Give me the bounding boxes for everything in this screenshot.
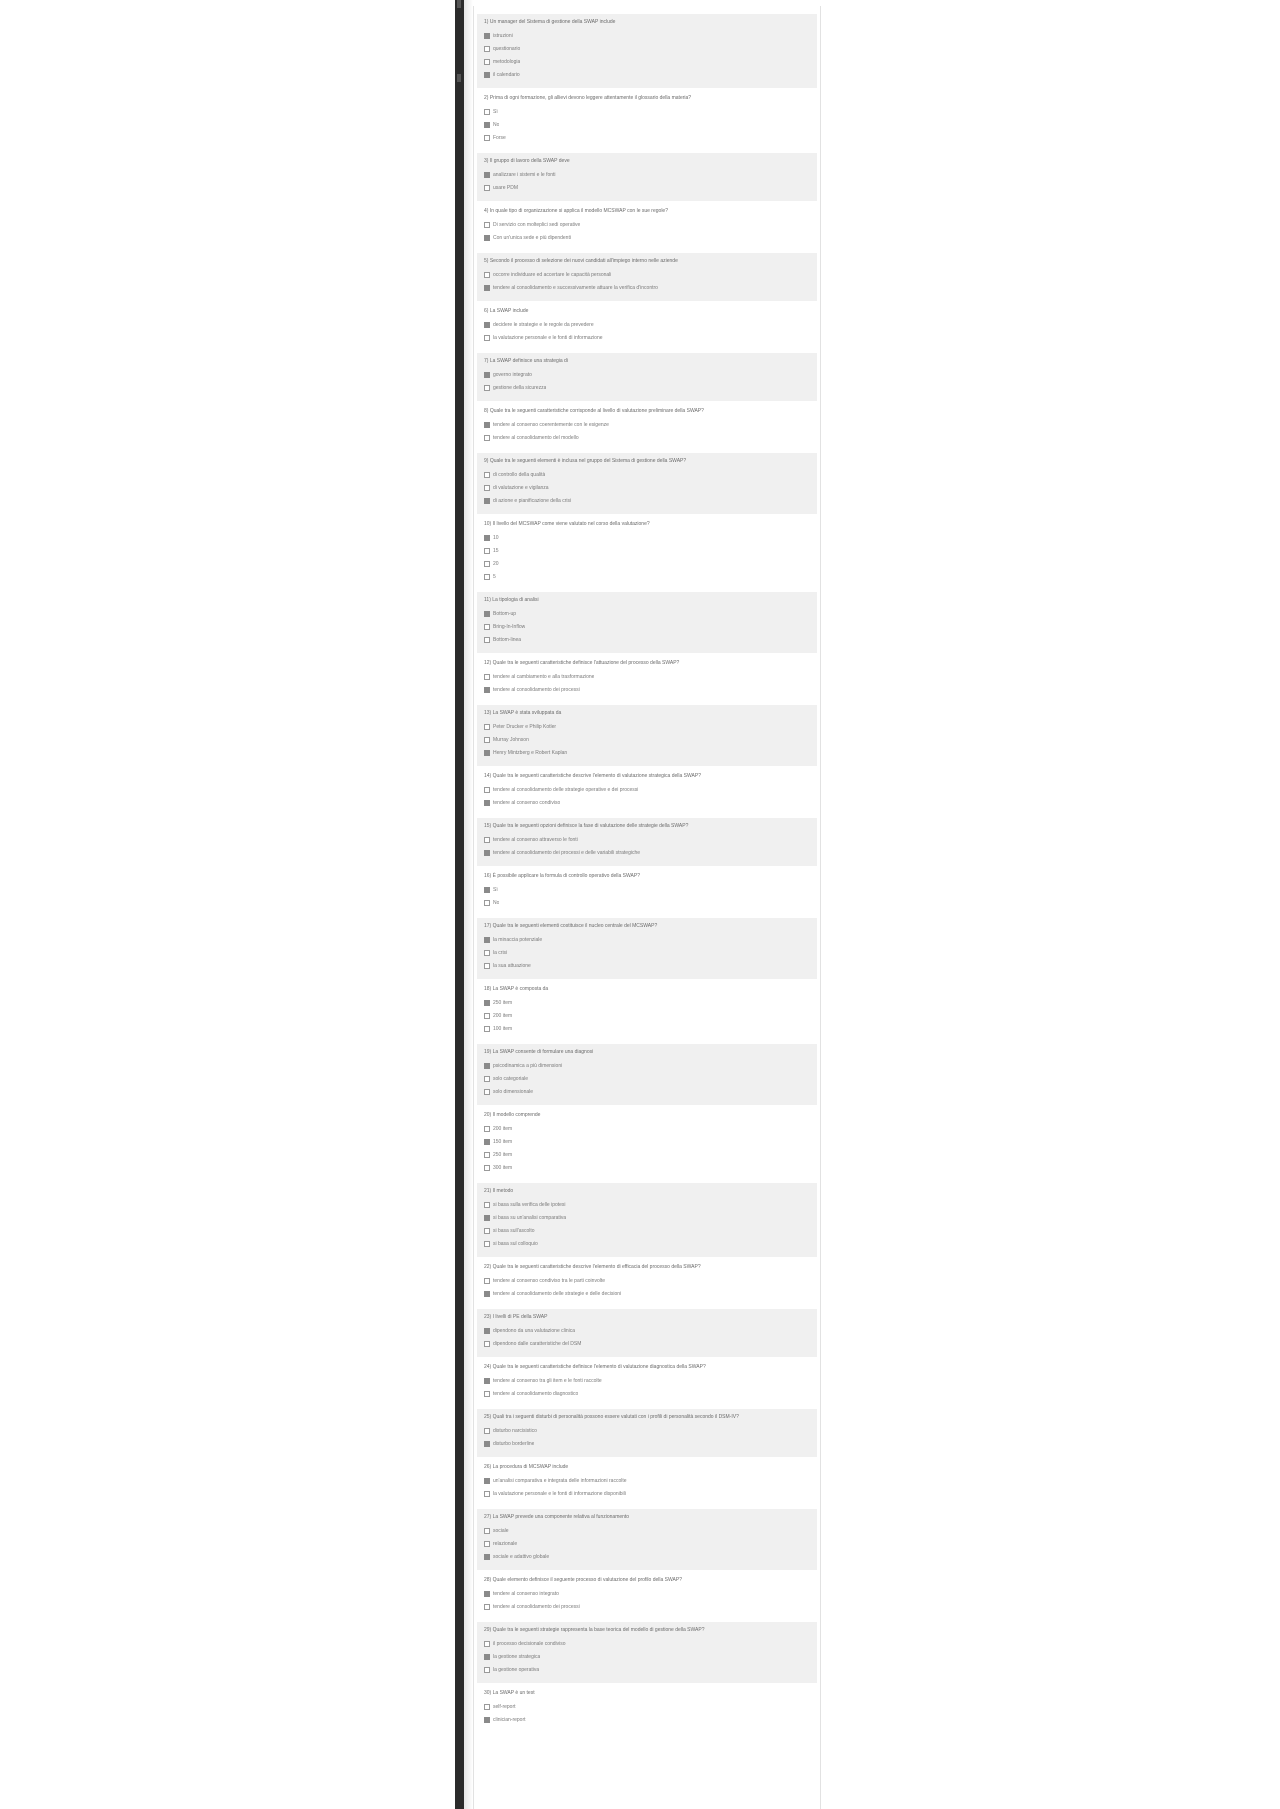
answer-option-label: sociale (493, 1528, 509, 1534)
checked-checkbox-icon[interactable] (484, 1063, 490, 1069)
question-block (477, 705, 817, 766)
edge-marker-icon (457, 74, 461, 82)
checked-checkbox-icon[interactable] (484, 687, 490, 693)
answer-option[interactable] (484, 1716, 810, 1724)
empty-checkbox-icon[interactable] (484, 561, 490, 567)
question-block (477, 1044, 817, 1105)
answer-option[interactable] (484, 899, 810, 907)
empty-checkbox-icon[interactable] (484, 1604, 490, 1610)
answer-option-label: analizzare i sistemi e le fonti (493, 172, 556, 178)
answer-option-label: occorre individuare ed accertare le capacità personali (493, 272, 612, 278)
answer-option-label: 200 item (493, 1013, 513, 1019)
empty-checkbox-icon[interactable] (484, 435, 490, 441)
answer-option-label: si basa sull'ascolto (493, 1228, 535, 1234)
checked-checkbox-icon[interactable] (484, 535, 490, 541)
answer-option-label: 250 item (493, 1000, 513, 1006)
answer-option[interactable] (484, 1025, 810, 1033)
answer-option[interactable] (484, 573, 810, 581)
answer-option[interactable] (484, 1201, 810, 1209)
empty-checkbox-icon[interactable] (484, 574, 490, 580)
checked-checkbox-icon[interactable] (484, 1717, 490, 1723)
question-text: 6) La SWAP include (484, 308, 529, 314)
question-text: 8) Quale tra le seguenti caratteristiche corrisponde al livello di valutazione preliminare della SWAP? (484, 408, 704, 414)
checked-checkbox-icon[interactable] (484, 1654, 490, 1660)
answer-option[interactable] (484, 560, 810, 568)
answer-option[interactable] (484, 434, 810, 442)
empty-checkbox-icon[interactable] (484, 1165, 490, 1171)
checked-checkbox-icon[interactable] (484, 285, 490, 291)
answer-option-label: Sì (493, 109, 498, 115)
answer-option-label: Bottom-up (493, 611, 517, 617)
answer-option[interactable] (484, 799, 810, 807)
answer-option-label: la gestione strategica (493, 1654, 541, 1660)
answer-option-label: tendere al consolidamento e successivamente attuare la verifica d'incontro (493, 285, 658, 291)
question-text: 26) La procedura di MCSWAP include (484, 1464, 569, 1470)
answer-option[interactable] (484, 1125, 810, 1133)
answer-option-label: tendere al consenso coerentemente con le esigenze (493, 422, 609, 428)
checked-checkbox-icon[interactable] (484, 937, 490, 943)
answer-option[interactable] (484, 1151, 810, 1159)
question-text: 3) Il gruppo di lavoro della SWAP deve (484, 158, 570, 164)
checked-checkbox-icon[interactable] (484, 1591, 490, 1597)
question-block (477, 868, 817, 916)
answer-option-label: questionario (493, 46, 521, 52)
question-text: 28) Quale elemento definisce il seguente processo di valutazione del profilo della SWAP? (484, 1577, 682, 1583)
answer-option[interactable] (484, 1214, 810, 1222)
answer-option[interactable] (484, 1012, 810, 1020)
answer-option-label: la valutazione personale e le fonti di informazione disponibili (493, 1491, 626, 1497)
question-block (477, 14, 817, 88)
answer-option[interactable] (484, 836, 810, 844)
empty-checkbox-icon[interactable] (484, 950, 490, 956)
empty-checkbox-icon[interactable] (484, 1391, 490, 1397)
question-block (477, 1183, 817, 1257)
question-text: 16) È possibile applicare la formula di controllo operativo della SWAP? (484, 873, 641, 879)
answer-option[interactable] (484, 221, 810, 229)
answer-option[interactable] (484, 171, 810, 179)
checked-checkbox-icon[interactable] (484, 611, 490, 617)
empty-checkbox-icon[interactable] (484, 1341, 490, 1347)
answer-option[interactable] (484, 184, 810, 192)
empty-checkbox-icon[interactable] (484, 1228, 490, 1234)
answer-option-label: gestione della sicurezza (493, 385, 547, 391)
checked-checkbox-icon[interactable] (484, 172, 490, 178)
question-block (477, 1309, 817, 1357)
empty-checkbox-icon[interactable] (484, 837, 490, 843)
answer-option-label: self-report (493, 1704, 516, 1710)
question-block (477, 1572, 817, 1620)
answer-option[interactable] (484, 1490, 810, 1498)
question-block (477, 203, 817, 251)
answer-option-label: 150 item (493, 1139, 513, 1145)
answer-option-label: tendere al consolidamento dei processi e delle variabili strategiche (493, 850, 641, 856)
answer-option[interactable] (484, 1390, 810, 1398)
answer-option-label: un'analisi comparativa e integrata delle informazioni raccolte (493, 1478, 627, 1484)
empty-checkbox-icon[interactable] (484, 724, 490, 730)
answer-option[interactable] (484, 1477, 810, 1485)
answer-option[interactable] (484, 673, 810, 681)
answer-option-label: di azione e pianificazione della crisi (493, 498, 572, 504)
answer-option[interactable] (484, 962, 810, 970)
answer-option-label: 300 item (493, 1165, 513, 1171)
empty-checkbox-icon[interactable] (484, 272, 490, 278)
answer-option[interactable] (484, 1640, 810, 1648)
checked-checkbox-icon[interactable] (484, 1441, 490, 1447)
answer-option-label: tendere al consolidamento dei processi (493, 1604, 580, 1610)
answer-option-label: tendere al consolidamento delle strategie operative e dei processi (493, 787, 639, 793)
question-block (477, 1622, 817, 1683)
left-edge-bar (455, 0, 464, 1809)
question-list (477, 14, 817, 1735)
answer-option[interactable] (484, 1240, 810, 1248)
answer-option[interactable] (484, 284, 810, 292)
empty-checkbox-icon[interactable] (484, 59, 490, 65)
question-block (477, 1685, 817, 1733)
question-text: 7) La SWAP definisce una strategia di (484, 358, 568, 364)
answer-option-label: tendere al consolidamento diagnostico (493, 1391, 579, 1397)
empty-checkbox-icon[interactable] (484, 135, 490, 141)
answer-option[interactable] (484, 547, 810, 555)
answer-option[interactable] (484, 334, 810, 342)
answer-option[interactable] (484, 1277, 810, 1285)
empty-checkbox-icon[interactable] (484, 1278, 490, 1284)
answer-option[interactable] (484, 723, 810, 731)
answer-option-label: Sì (493, 887, 498, 893)
answer-option-label: il processo decisionale condiviso (493, 1641, 566, 1647)
answer-option[interactable] (484, 271, 810, 279)
answer-option-label: tendere al consenso integrato (493, 1591, 559, 1597)
empty-checkbox-icon[interactable] (484, 485, 490, 491)
empty-checkbox-icon[interactable] (484, 548, 490, 554)
question-text: 20) Il modello comprende (484, 1112, 541, 1118)
answer-option-label: la crisi (493, 950, 508, 956)
question-block (477, 253, 817, 301)
question-text: 5) Secondo il processo di selezione dei nuovi candidati all'impiego interno nelle aziende (484, 258, 678, 264)
answer-option[interactable] (484, 1138, 810, 1146)
answer-option-label: dipendono da una valutazione clinica (493, 1328, 576, 1334)
checked-checkbox-icon[interactable] (484, 422, 490, 428)
answer-option[interactable] (484, 421, 810, 429)
question-block (477, 981, 817, 1042)
answer-option[interactable] (484, 1603, 810, 1611)
question-block (477, 1107, 817, 1181)
answer-option-label: sociale e adattivo globale (493, 1554, 550, 1560)
question-text: 14) Quale tra le seguenti caratteristiche descrive l'elemento di valutazione strategica della SWAP? (484, 773, 701, 779)
answer-option-label: la valutazione personale e le fonti di informazione (493, 335, 603, 341)
answer-option-label: Di servizio con molteplici sedi operative (493, 222, 581, 228)
answer-option[interactable] (484, 936, 810, 944)
answer-option[interactable] (484, 45, 810, 53)
answer-option[interactable] (484, 32, 810, 40)
question-block (477, 153, 817, 201)
question-text: 21) Il metodo (484, 1188, 514, 1194)
empty-checkbox-icon[interactable] (484, 1089, 490, 1095)
answer-option[interactable] (484, 610, 810, 618)
empty-checkbox-icon[interactable] (484, 385, 490, 391)
checked-checkbox-icon[interactable] (484, 1378, 490, 1384)
answer-option-label: solo dimensionale (493, 1089, 534, 1095)
empty-checkbox-icon[interactable] (484, 109, 490, 115)
answer-option-label: tendere al consenso attraverso le fonti (493, 837, 578, 843)
answer-option-label: usare PDM (493, 185, 519, 191)
empty-checkbox-icon[interactable] (484, 1076, 490, 1082)
answer-option[interactable] (484, 686, 810, 694)
answer-option-label: tendere al consenso tra gli item e le fonti raccolte (493, 1378, 602, 1384)
answer-option-label: Murray Johnson (493, 737, 529, 743)
answer-option[interactable] (484, 471, 810, 479)
answer-option-label: si basa sul colloquio (493, 1241, 538, 1247)
checked-checkbox-icon[interactable] (484, 1478, 490, 1484)
empty-checkbox-icon[interactable] (484, 787, 490, 793)
answer-option[interactable] (484, 736, 810, 744)
answer-option[interactable] (484, 321, 810, 329)
empty-checkbox-icon[interactable] (484, 1126, 490, 1132)
question-block (477, 90, 817, 151)
answer-option[interactable] (484, 58, 810, 66)
question-block (477, 918, 817, 979)
answer-option[interactable] (484, 484, 810, 492)
answer-option-label: 250 item (493, 1152, 513, 1158)
answer-option[interactable] (484, 1088, 810, 1096)
answer-option-label: il calendario (493, 72, 520, 78)
answer-option[interactable] (484, 786, 810, 794)
question-text: 30) La SWAP è un test (484, 1690, 535, 1696)
empty-checkbox-icon[interactable] (484, 963, 490, 969)
empty-checkbox-icon[interactable] (484, 624, 490, 630)
answer-option[interactable] (484, 121, 810, 129)
question-text: 19) La SWAP consente di formulare una diagnosi (484, 1049, 594, 1055)
question-block (477, 353, 817, 401)
answer-option[interactable] (484, 1075, 810, 1083)
question-text: 11) La tipologia di analisi (484, 597, 539, 603)
answer-option-label: istruzioni (493, 33, 513, 39)
answer-option[interactable] (484, 1164, 810, 1172)
checked-checkbox-icon[interactable] (484, 1215, 490, 1221)
question-block (477, 516, 817, 590)
question-block (477, 1359, 817, 1407)
answer-option[interactable] (484, 1340, 810, 1348)
answer-option-label: di controllo della qualità (493, 472, 546, 478)
answer-option-label: dipendono dalle caratteristiche del DSM (493, 1341, 582, 1347)
checked-checkbox-icon[interactable] (484, 1139, 490, 1145)
answer-option[interactable] (484, 1427, 810, 1435)
answer-option[interactable] (484, 849, 810, 857)
answer-option-label: relazionale (493, 1541, 518, 1547)
empty-checkbox-icon[interactable] (484, 637, 490, 643)
empty-checkbox-icon[interactable] (484, 737, 490, 743)
answer-option-label: tendere al consolidamento delle strategie e delle decisioni (493, 1291, 622, 1297)
answer-option[interactable] (484, 999, 810, 1007)
answer-option-label: tendere al consenso condiviso (493, 800, 561, 806)
empty-checkbox-icon[interactable] (484, 1641, 490, 1647)
empty-checkbox-icon[interactable] (484, 674, 490, 680)
answer-option[interactable] (484, 1062, 810, 1070)
answer-option-label: la minaccia potenziale (493, 937, 543, 943)
answer-option-label: si basa su un'analisi comparativa (493, 1215, 567, 1221)
answer-option-label: governo integrato (493, 372, 532, 378)
answer-option[interactable] (484, 1703, 810, 1711)
answer-option-label: No (493, 900, 500, 906)
checked-checkbox-icon[interactable] (484, 1291, 490, 1297)
question-block (477, 1459, 817, 1507)
empty-checkbox-icon[interactable] (484, 1428, 490, 1434)
answer-option-label: la gestione operativa (493, 1667, 540, 1673)
answer-option-label: 200 item (493, 1126, 513, 1132)
empty-checkbox-icon[interactable] (484, 1528, 490, 1534)
empty-checkbox-icon[interactable] (484, 1541, 490, 1547)
question-text: 18) La SWAP è composta da (484, 986, 549, 992)
answer-option[interactable] (484, 886, 810, 894)
question-block (477, 303, 817, 351)
question-text: 4) In quale tipo di organizzazione si applica il modello MCSWAP con le sue regole? (484, 208, 668, 214)
empty-checkbox-icon[interactable] (484, 1704, 490, 1710)
question-block (477, 1509, 817, 1570)
answer-option-label: 20 (493, 561, 499, 567)
question-block (477, 768, 817, 816)
checked-checkbox-icon[interactable] (484, 235, 490, 241)
answer-option[interactable] (484, 134, 810, 142)
checked-checkbox-icon[interactable] (484, 1328, 490, 1334)
empty-checkbox-icon[interactable] (484, 1152, 490, 1158)
checked-checkbox-icon[interactable] (484, 750, 490, 756)
checked-checkbox-icon[interactable] (484, 887, 490, 893)
question-block (477, 453, 817, 514)
answer-option[interactable] (484, 371, 810, 379)
question-block (477, 655, 817, 703)
empty-checkbox-icon[interactable] (484, 1241, 490, 1247)
empty-checkbox-icon[interactable] (484, 222, 490, 228)
answer-option-label: disturbo narcisistico (493, 1428, 537, 1434)
answer-option[interactable] (484, 497, 810, 505)
answer-option[interactable] (484, 1590, 810, 1598)
empty-checkbox-icon[interactable] (484, 900, 490, 906)
answer-option-label: metodologia (493, 59, 521, 65)
answer-option[interactable] (484, 1227, 810, 1235)
answer-option[interactable] (484, 1653, 810, 1661)
checked-checkbox-icon[interactable] (484, 1000, 490, 1006)
answer-option[interactable] (484, 1327, 810, 1335)
empty-checkbox-icon[interactable] (484, 335, 490, 341)
question-text: 15) Quale tra le seguenti opzioni definisce la fase di valutazione delle strategie della SWAP? (484, 823, 689, 829)
checked-checkbox-icon[interactable] (484, 322, 490, 328)
document-page (473, 6, 821, 1809)
answer-option-label: tendere al consolidamento del modello (493, 435, 579, 441)
answer-option[interactable] (484, 1377, 810, 1385)
answer-option-label: clinician-report (493, 1717, 526, 1723)
answer-option[interactable] (484, 1290, 810, 1298)
answer-option[interactable] (484, 949, 810, 957)
question-text: 10) Il livello del MCSWAP come viene valutato nel corso della valutazione? (484, 521, 650, 527)
answer-option[interactable] (484, 1527, 810, 1535)
empty-checkbox-icon[interactable] (484, 1013, 490, 1019)
question-block (477, 1259, 817, 1307)
answer-option-label: Con un'unica sede e più dipendenti (493, 235, 571, 241)
empty-checkbox-icon[interactable] (484, 1491, 490, 1497)
question-text: 24) Quale tra le seguenti caratteristiche definisce l'elemento di valutazione diagnostica della SWAP? (484, 1364, 706, 1370)
edge-marker-icon (457, 0, 461, 8)
question-block (477, 818, 817, 866)
empty-checkbox-icon[interactable] (484, 472, 490, 478)
question-text: 12) Quale tra le seguenti caratteristiche definisce l'attuazione del processo della SWAP? (484, 660, 680, 666)
answer-option-label: solo categoriale (493, 1076, 529, 1082)
answer-option[interactable] (484, 534, 810, 542)
checked-checkbox-icon[interactable] (484, 498, 490, 504)
question-text: 29) Quale tra le seguenti strategie rappresenta la base teorica del modello di gestione della SWAP? (484, 1627, 705, 1633)
question-text: 2) Prima di ogni formazione, gli allievi devono leggere attentamente il glossario della materia? (484, 95, 692, 101)
answer-option[interactable] (484, 749, 810, 757)
answer-option[interactable] (484, 1440, 810, 1448)
answer-option-label: si basa sulla verifica delle ipotesi (493, 1202, 566, 1208)
empty-checkbox-icon[interactable] (484, 185, 490, 191)
checked-checkbox-icon[interactable] (484, 1554, 490, 1560)
answer-option-label: Bottom-linea (493, 637, 522, 643)
checked-checkbox-icon[interactable] (484, 372, 490, 378)
question-block (477, 1409, 817, 1457)
answer-option-label: 100 item (493, 1026, 513, 1032)
page-shadow (464, 0, 473, 1809)
question-text: 25) Quali tra i seguenti disturbi di personalità possono essere valutati con i profili di personalità secondo il DSM-IV? (484, 1414, 739, 1420)
answer-option[interactable] (484, 71, 810, 79)
question-block (477, 403, 817, 451)
checked-checkbox-icon[interactable] (484, 850, 490, 856)
question-text: 27) La SWAP prevede una componente relativa al funzionamento (484, 1514, 630, 1520)
empty-checkbox-icon[interactable] (484, 46, 490, 52)
answer-option-label: 5 (493, 574, 496, 580)
answer-option-label: decidere le strategie e le regole da prevedere (493, 322, 594, 328)
question-text: 1) Un manager del Sistema di gestione della SWAP include (484, 19, 616, 25)
question-text: 13) La SWAP è stata sviluppata da (484, 710, 562, 716)
answer-option[interactable] (484, 108, 810, 116)
answer-option-label: tendere al cambiamento e alla trasformazione (493, 674, 595, 680)
answer-option-label: Henry Mintzberg e Robert Kaplan (493, 750, 568, 756)
answer-option-label: Forse (493, 135, 506, 141)
checked-checkbox-icon[interactable] (484, 72, 490, 78)
answer-option-label: 15 (493, 548, 499, 554)
question-text: 9) Quale tra le seguenti elementi è inclusa nel gruppo del Sistema di gestione della SWAP? (484, 458, 687, 464)
answer-option[interactable] (484, 234, 810, 242)
answer-option-label: tendere al consenso condiviso tra le parti coinvolte (493, 1278, 606, 1284)
answer-option-label: No (493, 122, 500, 128)
question-text: 23) I livelli di PE della SWAP (484, 1314, 548, 1320)
answer-option-label: 10 (493, 535, 499, 541)
checked-checkbox-icon[interactable] (484, 800, 490, 806)
empty-checkbox-icon[interactable] (484, 1667, 490, 1673)
answer-option-label: di valutazione e vigilanza (493, 485, 549, 491)
answer-option-label: psicodinamica a più dimensioni (493, 1063, 563, 1069)
answer-option[interactable] (484, 636, 810, 644)
empty-checkbox-icon[interactable] (484, 1026, 490, 1032)
question-block (477, 592, 817, 653)
checked-checkbox-icon[interactable] (484, 122, 490, 128)
answer-option[interactable] (484, 1666, 810, 1674)
answer-option[interactable] (484, 623, 810, 631)
answer-option-label: Bring-In-Inflow (493, 624, 526, 630)
answer-option-label: Peter Drucker e Philip Kotler (493, 724, 557, 730)
answer-option-label: la sua attuazione (493, 963, 531, 969)
answer-option[interactable] (484, 384, 810, 392)
answer-option-label: disturbo borderline (493, 1441, 535, 1447)
answer-option[interactable] (484, 1540, 810, 1548)
answer-option[interactable] (484, 1553, 810, 1561)
answer-option-label: tendere al consolidamento dei processi (493, 687, 580, 693)
question-text: 22) Quale tra le seguenti caratteristiche descrive l'elemento di efficacia del processo della SWAP? (484, 1264, 701, 1270)
empty-checkbox-icon[interactable] (484, 1202, 490, 1208)
question-text: 17) Quale tra le seguenti elementi costituisce il nucleo centrale del MCSWAP? (484, 923, 658, 929)
checked-checkbox-icon[interactable] (484, 33, 490, 39)
